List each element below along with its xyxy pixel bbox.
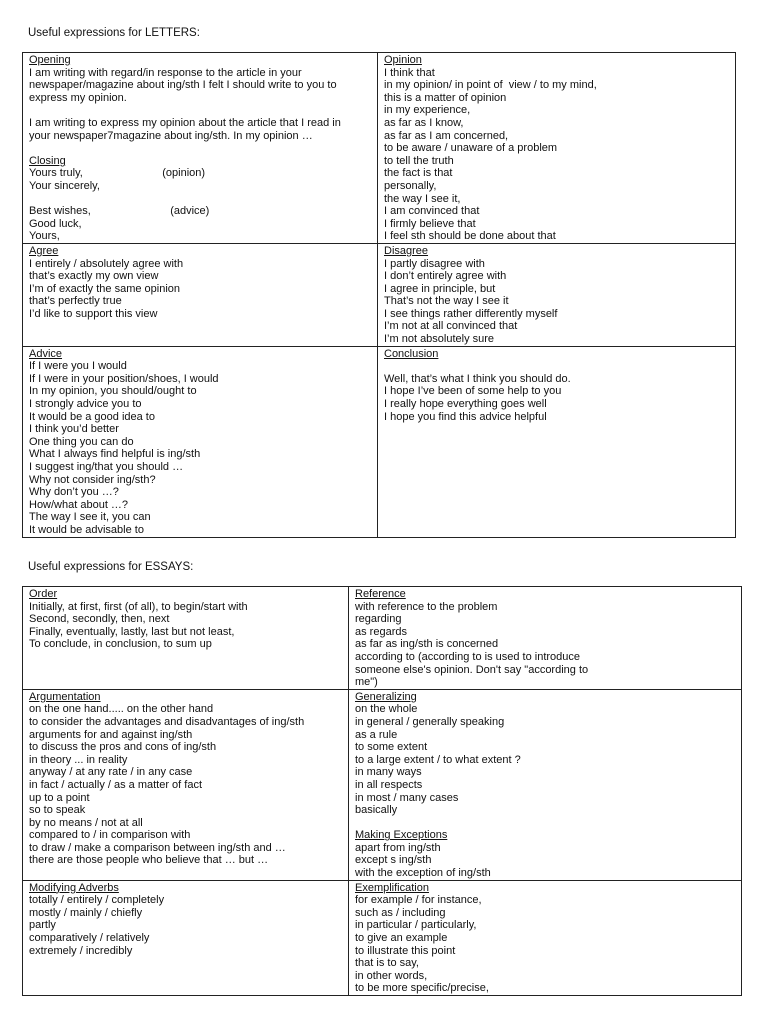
cell-line: It would be advisable to [29, 523, 144, 536]
cell-line: Your sincerely, [29, 179, 100, 192]
cell-line: Yours, [29, 230, 60, 243]
cell-line: If I were in your position/shoes, I would [29, 372, 219, 385]
cell-line: I don’t entirely agree with [384, 270, 507, 283]
cell-line: to a large extent / to what extent ? [355, 753, 521, 766]
cell-line: In my opinion, you should/ought to [29, 385, 197, 398]
cell-line: as a rule [355, 728, 398, 741]
cell-line: One thing you can do [29, 435, 134, 448]
cell-line: compared to / in comparison with [29, 829, 191, 842]
cell-heading: Advice [29, 347, 63, 360]
cell-line: I am writing with regard/in response to the article in your [29, 66, 302, 79]
cell-line: in fact / actually / as a matter of fact [29, 778, 203, 791]
cell-line: partly [29, 919, 56, 932]
cell-line: Well, that’s what I think you should do. [384, 372, 571, 385]
cell-heading: Order [29, 588, 58, 600]
cell-line: I think that [384, 66, 435, 79]
cell-line: Good luck, [29, 217, 82, 230]
cell-line: up to a point [29, 791, 90, 804]
cell-line: to consider the advantages and disadvantages of ing/sth [29, 715, 305, 728]
cell-line: this is a matter of opinion [384, 91, 507, 104]
cell-line: I really hope everything goes well [384, 398, 547, 411]
cell-line: I’m not at all convinced that [384, 320, 518, 333]
cell-line: Second, secondly, then, next [29, 613, 170, 626]
cell-line: I’m of exactly the same opinion [29, 282, 181, 295]
cell-line: in theory ... in reality [29, 753, 128, 766]
cell-line: I am writing to express my opinion about the article that I read in [29, 116, 341, 129]
cell-line: the way I see it, [384, 192, 461, 205]
cell-line: I partly disagree with [384, 257, 485, 270]
cell-line: Yours truly, (opinion) [29, 167, 206, 180]
letters-title: Useful expressions for LETTERS: [28, 27, 200, 39]
cell-line: with the exception of ing/sth [355, 867, 491, 880]
letters-cell-agree [23, 243, 378, 346]
cell-line: Finally, eventually, lastly, last but not least, [29, 625, 235, 638]
cell-line: I suggest ing/that you should … [29, 461, 184, 473]
cell-heading: Argumentation [29, 690, 101, 703]
cell-line: Why don’t you …? [29, 486, 119, 499]
cell-heading: Disagree [384, 244, 429, 257]
cell-line: so to speak [29, 804, 86, 817]
cell-line: basically [355, 804, 398, 817]
cell-line: in my opinion/ in point of view / to my mind, [384, 79, 597, 92]
cell-line: that is to say, [355, 957, 419, 970]
cell-line: I see things rather differently myself [384, 307, 558, 320]
cell-line [29, 193, 373, 206]
cell-line: totally / entirely / completely [29, 894, 165, 907]
cell-heading: Conclusion [384, 347, 439, 360]
cell-line: as far as I am concerned, [384, 129, 509, 142]
cell-line: by no means / not at all [29, 816, 143, 829]
cell-line: in all respects [355, 778, 423, 791]
cell-line: me") [355, 676, 378, 689]
letters-cell-opening [23, 53, 378, 244]
cell-line: newspaper/magazine about ing/sth I felt I should write to you to [29, 79, 337, 92]
cell-heading: Opening [29, 54, 71, 66]
cell-line: I hope you find this advice helpful [384, 410, 547, 423]
cell-line: apart from ing/sth [355, 841, 441, 854]
cell-line: to give an example [355, 932, 448, 945]
cell-line: in many ways [355, 766, 422, 779]
cell-line: I’m not absolutely sure [384, 333, 495, 346]
cell-heading: Agree [29, 244, 59, 257]
cell-line: in particular / particularly, [355, 919, 477, 932]
letters-cell-disagree [378, 243, 736, 346]
cell-heading: Closing [29, 154, 66, 167]
essays-cell-order [23, 587, 349, 690]
cell-heading: Exemplification [355, 881, 429, 894]
cell-line: someone else's opinion. Don't say "according to [355, 663, 589, 676]
cell-heading: Generalizing [355, 690, 417, 703]
cell-line: in general / generally speaking [355, 715, 505, 728]
cell-line: that’s exactly my own view [29, 270, 159, 283]
cell-line: to be more specific/precise, [355, 982, 489, 995]
cell-line: in most / many cases [355, 791, 459, 804]
cell-line: To conclude, in conclusion, to sum up [29, 638, 212, 651]
cell-line: That’s not the way I see it [384, 295, 509, 308]
cell-line: What I always find helpful is ing/sth [29, 448, 201, 461]
cell-line: to illustrate this point [355, 944, 456, 957]
cell-line: to be aware / unaware of a problem [384, 142, 558, 155]
cell-line: to tell the truth [384, 154, 454, 167]
cell-line: If I were you I would [29, 360, 127, 373]
cell-line: with reference to the problem [355, 600, 498, 613]
cell-line [29, 104, 373, 117]
essays-title: Useful expressions for ESSAYS: [28, 561, 194, 573]
cell-line: regarding [355, 613, 402, 626]
cell-line: I hope I’ve been of some help to you [384, 385, 562, 398]
cell-line: I firmly believe that [384, 217, 476, 230]
letters-cell-opinion [378, 53, 736, 244]
cell-line: I think you’d better [29, 423, 119, 436]
cell-heading: Reference [355, 588, 406, 600]
letters-table [22, 52, 736, 538]
essays-cell-exemplification [349, 880, 742, 995]
cell-line: on the whole [355, 703, 418, 716]
cell-line: I am convinced that [384, 205, 480, 218]
cell-line: in my experience, [384, 104, 471, 117]
cell-line: there are those people who believe that … but … [29, 854, 269, 867]
cell-heading: Making Exceptions [355, 829, 448, 842]
cell-line: as far as ing/sth is concerned [355, 638, 499, 651]
cell-line: I entirely / absolutely agree with [29, 257, 184, 270]
cell-line: to some extent [355, 741, 428, 754]
cell-line: as far as I know, [384, 116, 464, 129]
cell-line: Why not consider ing/sth? [29, 473, 156, 486]
essays-cell-reference [349, 587, 742, 690]
cell-line: It would be a good idea to [29, 410, 155, 423]
cell-line: comparatively / relatively [29, 932, 150, 945]
letters-cell-conclusion [378, 346, 736, 537]
essays-table [22, 586, 742, 996]
cell-line: that’s perfectly true [29, 295, 122, 308]
cell-line: for example / for instance, [355, 894, 482, 907]
cell-heading: Opinion [384, 54, 422, 66]
cell-line: mostly / mainly / chiefly [29, 906, 143, 919]
cell-line: personally, [384, 179, 437, 192]
cell-line: How/what about …? [29, 498, 129, 511]
cell-line: to discuss the pros and cons of ing/sth [29, 741, 217, 754]
cell-line: according to (according to is used to introduce [355, 650, 581, 663]
essays-cell-modifying-adverbs [23, 880, 349, 995]
cell-line: on the one hand..... on the other hand [29, 703, 214, 716]
cell-line: in other words, [355, 969, 428, 982]
cell-line: I feel sth should be done about that [384, 230, 556, 243]
essays-cell-argumentation [23, 689, 349, 880]
essays-cell-generalizing [349, 689, 742, 880]
cell-line: arguments for and against ing/sth [29, 728, 193, 741]
cell-line: I agree in principle, but [384, 282, 496, 295]
cell-line: to draw / make a comparison between ing/sth and … [29, 841, 286, 854]
cell-line [355, 817, 737, 830]
cell-line [29, 142, 373, 155]
cell-line: as regards [355, 625, 407, 638]
letters-cell-advice [23, 346, 378, 537]
cell-line: Best wishes, (advice) [29, 205, 210, 218]
cell-heading: Modifying Adverbs [29, 881, 119, 894]
cell-line: the fact is that [384, 167, 453, 180]
cell-line: anyway / at any rate / in any case [29, 766, 193, 779]
cell-line: except s ing/sth [355, 854, 432, 867]
cell-line: I’d like to support this view [29, 307, 158, 320]
cell-line: your newspaper7magazine about ing/sth. In my opinion … [29, 129, 313, 142]
cell-line: express my opinion. [29, 91, 127, 104]
cell-line: extremely / incredibly [29, 944, 133, 957]
cell-line [384, 360, 731, 373]
cell-line: such as / including [355, 906, 446, 919]
cell-line: Initially, at first, first (of all), to begin/start with [29, 600, 248, 613]
cell-line: I strongly advice you to [29, 398, 142, 411]
cell-line: The way I see it, you can [29, 511, 151, 524]
